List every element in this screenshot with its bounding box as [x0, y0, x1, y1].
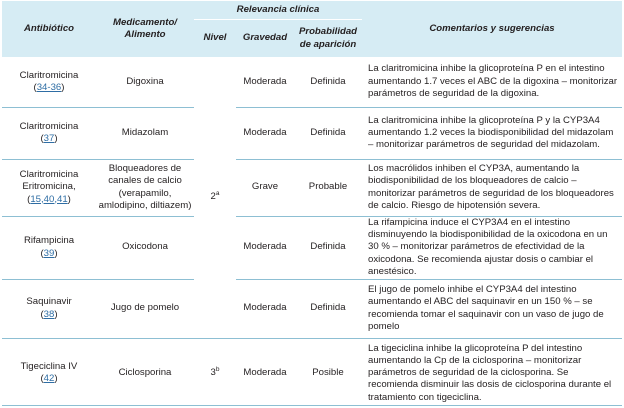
level-footnote-mark: b	[215, 365, 220, 373]
header-severity: Gravedad	[236, 20, 294, 58]
antibiotic-cell: Claritromicina (34-36)	[19, 69, 79, 93]
comment-cell: Los macrólidos inhiben el CYP3A, aumentando la biodisponibilidad de los bloqueadores de calcio – monitorizar parámetros de seguridad de los bloqueadores de calcio. Riesgo de hipotensión severa.	[362, 159, 622, 216]
severity-cell: Grave	[236, 159, 294, 216]
antibiotic-cell: Claritromicina (37)	[2, 107, 96, 159]
drug-cell: Bloqueadores de canales de calcio (verapamilo, amlodipino, diltiazem)	[96, 159, 194, 216]
probability-cell: Probable	[294, 159, 362, 216]
citation-link[interactable]: 42	[43, 373, 55, 385]
header-comments: Comentarios y sugerencias	[362, 1, 622, 57]
drug-cell: Oxicodona	[96, 216, 194, 279]
drug-cell: Ciclosporina	[96, 338, 194, 408]
comment-cell: El jugo de pomelo inhibe el CYP3A4 del intestino aumentando el ABC del saquinavir en un 150 % – se recomienda tomar el saquinavir con un vaso de jugo de pomelo	[362, 279, 622, 338]
comment-cell: La tigeciclina inhibe la glicoproteína P del intestino aumentando la Cp de la ciclosporina – monitorizar parámetros de seguridad de la ciclosporina. Se recomienda disminuir las dosis de ciclosporina durante el tratamiento con tigeciclina.	[362, 338, 622, 408]
antibiotic-name: Tigeciclina IV	[20, 361, 78, 373]
antibiotic-name: Saquinavir	[26, 296, 72, 308]
citation-link[interactable]: 39	[43, 247, 55, 259]
comment-cell: La rifampicina induce el CYP3A4 en el intestino disminuyendo la biodisponibilidad de la oxicodona en un 30 % – monitorizar parámetros de efectividad de la oxicodona. Se recomienda ajustar dosis o cambiar el anestésico.	[362, 216, 622, 279]
level-cell	[194, 338, 236, 408]
antibiotic-name: Rifampicina	[23, 235, 75, 247]
interactions-table	[2, 1, 622, 408]
table-row	[2, 216, 622, 279]
drug-cell: Digoxina	[126, 75, 164, 87]
antibiotic-name: Claritromicina	[19, 69, 79, 81]
severity-cell: Moderada	[236, 107, 294, 159]
level-value: 3	[210, 367, 216, 379]
level-value: 2	[210, 191, 216, 203]
antibiotic-cell: Rifampicina (39)	[2, 216, 96, 279]
header-probability: Probabilidad de aparición	[294, 20, 362, 58]
citation-link[interactable]: 15,40,41	[30, 193, 68, 205]
drug-cell: Midazolam	[96, 107, 194, 159]
antibiotic-name: Claritromicina	[19, 120, 79, 132]
table-row	[2, 279, 622, 338]
header-clinical-relevance: Relevancia clínica	[194, 1, 362, 20]
antibiotic-cell: Saquinavir (38)	[2, 279, 96, 338]
antibiotic-name: Claritromicina Eritromicina,	[19, 169, 79, 193]
probability-cell: Definida	[310, 75, 346, 87]
citation-link[interactable]: 37	[43, 133, 55, 144]
comment-cell: La claritromicina inhibe la glicoproteína P en el intestino aumentando 1.7 veces el ABC de la digoxina – monitorizar parámetros de seguridad de la digoxina.	[368, 63, 618, 99]
severity-cell: Moderada	[236, 338, 294, 408]
header-level: Nivel	[194, 20, 236, 58]
severity-cell: Moderada	[236, 279, 294, 338]
severity-cell: Moderada	[243, 75, 287, 87]
probability-cell: Definida	[294, 107, 362, 159]
probability-cell: Posible	[294, 338, 362, 408]
probability-cell: Definida	[294, 216, 362, 279]
comment-cell: La claritromicina inhibe la glicoproteína P y la CYP3A4 aumentando 1.2 veces la biodisponibilidad del midazolam – monitorizar parámetros de seguridad del midazolam.	[362, 107, 622, 159]
header-drug-food: Medicamento/ Alimento	[96, 1, 194, 57]
antibiotic-cell: Tigeciclina IV (42)	[2, 338, 96, 408]
table-row	[2, 338, 622, 408]
table-row	[2, 107, 622, 159]
header-antibiotic: Antibiótico	[2, 1, 96, 57]
probability-cell: Definida	[294, 279, 362, 338]
table-row	[2, 159, 622, 216]
citation-link[interactable]: 34-36	[36, 81, 62, 93]
table-row	[2, 57, 622, 107]
level-cell	[194, 57, 236, 338]
citation-link[interactable]: 38	[43, 308, 55, 320]
antibiotic-cell: Claritromicina Eritromicina, (15,40,41)	[2, 159, 96, 216]
drug-cell: Jugo de pomelo	[96, 279, 194, 338]
table-bottom-rule	[2, 405, 622, 406]
severity-cell: Moderada	[236, 216, 294, 279]
level-footnote-mark: a	[215, 189, 220, 197]
